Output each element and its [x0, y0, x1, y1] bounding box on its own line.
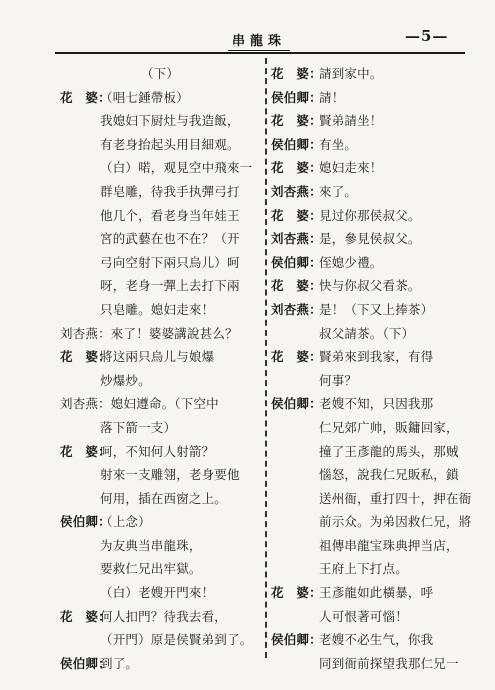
speaker-label: 花 婆：	[271, 207, 322, 223]
line-text: 仁兄郊广帅，販鏞回家，	[319, 419, 459, 435]
line-text: 炒爆炒。	[100, 372, 151, 388]
line-text: 呀，老身一彈上去打下兩	[100, 278, 240, 294]
script-line	[60, 392, 260, 416]
script-line	[60, 487, 260, 511]
script-line	[271, 251, 476, 275]
line-text: （开門）原是侯賢弟到了。	[100, 632, 253, 648]
line-text: （白）喏，观見空中飛來一	[100, 160, 253, 176]
line-text: 只皂雕。媳妇走來！	[100, 301, 215, 317]
speaker-label: 侯伯卿：	[271, 632, 322, 648]
script-line	[271, 204, 476, 228]
line-text: 我媳妇下厨灶与我造飯，	[100, 113, 240, 129]
script-line	[60, 416, 260, 440]
script-line	[271, 510, 476, 534]
script-line	[271, 605, 476, 629]
script-line	[60, 133, 260, 157]
speaker-label: 花 婆：	[271, 278, 322, 294]
script-line	[60, 534, 260, 558]
script-line	[271, 534, 476, 558]
line-text: 媳妇走來！	[319, 160, 383, 176]
script-line	[271, 345, 476, 369]
line-text: 要救仁兄出牢獄。	[100, 561, 202, 577]
line-text: 侄媳少禮。	[319, 254, 383, 270]
line-text: （上念）	[100, 514, 151, 530]
line-text: 有老身抬起头用目細观。	[100, 136, 240, 152]
script-line	[271, 274, 476, 298]
script-line	[271, 109, 476, 133]
line-text: 前示众。为弟因救仁兄，將	[319, 514, 472, 530]
script-line	[60, 581, 260, 605]
line-text: 刘杏燕：媳妇遵命。（下空中	[60, 396, 219, 412]
speaker-label: 侯伯卿：	[60, 655, 111, 671]
line-text: 賢弟請坐！	[319, 113, 383, 129]
script-line	[60, 298, 260, 322]
script-line	[60, 605, 260, 629]
line-text: 何事？	[319, 372, 358, 388]
script-line	[60, 652, 260, 676]
right-column	[271, 62, 476, 675]
speaker-label: 花 婆：	[60, 608, 111, 624]
speaker-label: 侯伯卿：	[271, 254, 322, 270]
script-line	[271, 180, 476, 204]
line-text: 請到家中。	[319, 66, 383, 81]
line-text: 他几个，看老身当年娃王	[100, 207, 240, 223]
line-text: 老嫂不必生气，你我	[319, 632, 434, 648]
script-line	[271, 298, 476, 322]
script-line	[60, 557, 260, 581]
script-line	[271, 392, 476, 416]
speaker-label: 花 婆：	[60, 89, 111, 105]
header-rule	[55, 52, 465, 54]
page-number: —5—	[405, 27, 449, 45]
speaker-label: 花 婆：	[271, 585, 322, 601]
line-text: 將这兩只烏儿与娘爆	[100, 349, 215, 365]
speaker-label: 刘杏燕：	[271, 301, 322, 317]
script-line	[271, 628, 476, 652]
script-line	[60, 86, 260, 110]
line-text: 是！（下又上捧茶）	[319, 301, 434, 317]
speaker-label: 刘杏燕：	[271, 231, 322, 247]
line-text: 为友典当串龍珠，	[100, 537, 202, 553]
line-text: 王彥龍如此橫暴，呼	[319, 585, 434, 601]
speaker-label: 侯伯卿：	[60, 514, 111, 530]
script-line	[60, 274, 260, 298]
line-text: 見过你那侯叔父。	[319, 207, 421, 223]
script-line	[60, 62, 260, 86]
script-line	[60, 204, 260, 228]
speaker-label: 花 婆：	[271, 160, 322, 176]
line-text: 是，參見侯叔父。	[319, 231, 421, 247]
line-text: 快与你叔父看茶。	[319, 278, 421, 294]
line-text: 祖傳串龍宝珠典押当店，	[319, 537, 459, 553]
line-text: 惱怒，說我仁兄販私，鎖	[319, 467, 459, 483]
script-line	[271, 227, 476, 251]
script-line	[271, 369, 476, 393]
speaker-label: 花 婆：	[60, 349, 111, 365]
script-line	[271, 652, 476, 676]
script-line	[60, 322, 260, 346]
line-text: （白）老嫂开門來！	[100, 585, 215, 601]
line-text: 叔父請茶。（下）	[319, 325, 415, 341]
line-text: 請！	[319, 89, 345, 105]
line-text: （下）	[140, 66, 180, 81]
line-text: 何人扣門？待我去看，	[100, 608, 228, 624]
script-line	[60, 510, 260, 534]
left-column	[60, 62, 260, 675]
script-line	[60, 109, 260, 133]
script-line	[60, 345, 260, 369]
line-text: 何用，插在西窗之上。	[100, 490, 228, 506]
line-text: 刘杏燕：來了！婆婆講說甚么？	[60, 325, 238, 341]
line-text: 同到衙前探望我那仁兄一	[319, 655, 459, 671]
speaker-label: 侯伯卿：	[271, 89, 322, 105]
line-text: 人可恨著可惱！	[319, 608, 408, 624]
speaker-label: 侯伯卿：	[271, 396, 322, 412]
script-line	[60, 180, 260, 204]
script-line	[60, 463, 260, 487]
line-text: 有坐。	[319, 136, 358, 152]
line-text: 呵，不知何人射箭？	[100, 443, 215, 459]
column-divider	[265, 58, 267, 658]
line-text: 射來一支雕翎，老身要他	[100, 467, 240, 483]
line-text: 宮的武藝在也不在？（开	[100, 231, 240, 247]
line-text: 王府上下打点。	[319, 561, 408, 577]
script-line	[271, 557, 476, 581]
script-line	[271, 86, 476, 110]
script-line	[271, 62, 476, 86]
line-text: 到了。	[100, 655, 139, 671]
line-text: 群皂雕，待我手执彈弓打	[100, 183, 240, 199]
line-text: 落下箭一支）	[100, 419, 177, 435]
running-title: 串龍珠	[228, 30, 290, 51]
speaker-label: 侯伯卿：	[271, 136, 322, 152]
script-line	[271, 416, 476, 440]
line-text: 老嫂不知，只因我那	[319, 396, 434, 412]
line-text: （唱七錘帶板）	[100, 89, 189, 105]
line-text: 撞了王彥龍的馬头，那贼	[319, 443, 459, 459]
line-text: 送州衙，重打四十，押在衙	[319, 490, 472, 506]
script-line	[271, 156, 476, 180]
speaker-label: 花 婆：	[271, 66, 322, 81]
script-line	[271, 463, 476, 487]
script-line	[60, 227, 260, 251]
speaker-label: 花 婆：	[271, 113, 322, 129]
line-text: 來了。	[319, 183, 358, 199]
script-line	[271, 133, 476, 157]
script-line	[60, 369, 260, 393]
script-line	[60, 251, 260, 275]
line-text: 弓向空射下兩只烏儿）呵	[100, 254, 240, 270]
line-text: 賢弟來到我家，有得	[319, 349, 434, 365]
script-line	[60, 440, 260, 464]
script-line	[271, 322, 476, 346]
script-line	[60, 628, 260, 652]
speaker-label: 花 婆：	[271, 349, 322, 365]
script-line	[60, 156, 260, 180]
script-line	[271, 487, 476, 511]
script-line	[271, 440, 476, 464]
script-line	[271, 581, 476, 605]
speaker-label: 刘杏燕：	[271, 183, 322, 199]
speaker-label: 花 婆：	[60, 443, 111, 459]
